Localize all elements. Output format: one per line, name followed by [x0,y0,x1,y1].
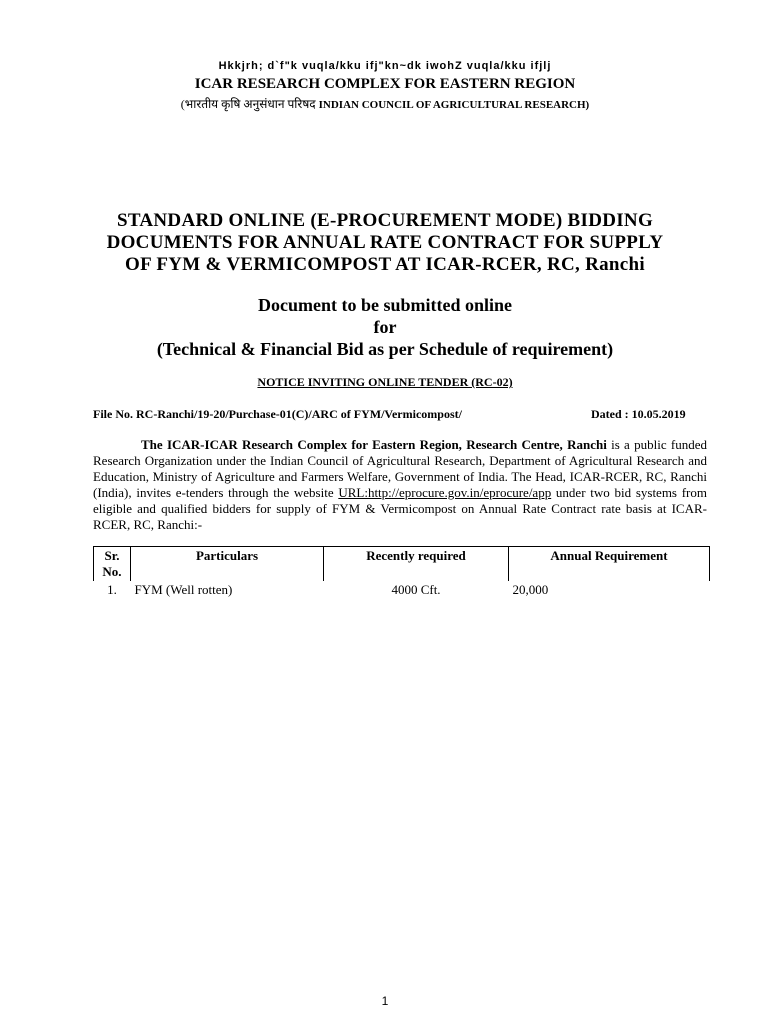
table-row [94,581,710,599]
requirement-table [93,546,710,599]
header-particulars: Particulars [131,547,324,582]
document-subtitle [0,294,770,360]
cell-particulars: FYM (Well rotten) [134,582,233,597]
organization-subtitle-hindi: (भारतीय कृषि अनुसंधान परिषद [180,97,316,111]
file-number: File No. RC-Ranchi/19-20/Purchase-01(C)/ARC of FYM/Vermicompost/ [93,407,462,421]
header-recently-required: Recently required [324,547,509,582]
organization-subtitle [0,95,770,112]
document-title-line-1: STANDARD ONLINE (E-PROCUREMENT MODE) BIDDING [116,210,654,231]
document-subtitle-line-2: for [373,317,397,337]
paragraph-bold-lead: The ICAR-ICAR Research Complex for Eastern Region, Research Centre, Ranchi [141,437,607,452]
paragraph-text-1: is a public funded Research Organization under the Indian Council of Agricultural Research, Department of Agricultural Research and Education, Ministry of Agriculture and Farmers Welfare, Government of India. The Head, ICAR-RCER, RC, Ranchi (India), invites e-tenders through the website [93,437,707,500]
document-title-line-2: DOCUMENTS FOR ANNUAL RATE CONTRACT FOR SUPPLY [106,232,664,253]
hindi-header-line: Hkkjrh; d`f"k vuqla/kku ifj"kn~dk iwohZ vuqla/kku ifjlj [218,60,552,72]
intro-paragraph [93,437,707,533]
document-subtitle-line-1: Document to be submitted online [257,295,512,315]
cell-annual-requirement: 20,000 [512,582,549,597]
document-title [0,210,770,276]
notice-heading: NOTICE INVITING ONLINE TENDER (RC-02) [257,375,513,389]
eprocure-link[interactable]: URL:http://eprocure.gov.in/eprocure/app [338,485,552,500]
header-sr-no: Sr. No. [94,547,131,582]
document-subtitle-line-3: (Technical & Financial Bid as per Schedule of requirement) [156,339,614,359]
document-title-line-3: OF FYM & VERMICOMPOST AT ICAR-RCER, RC, Ranchi [125,254,645,275]
cell-sr-no: 1. [107,582,117,597]
header-annual-requirement: Annual Requirement [509,547,710,582]
organization-subtitle-english: INDIAN COUNCIL OF AGRICULTURAL RESEARCH) [318,99,590,111]
paragraph-text-2: under two bid systems from eligible and qualified bidders for supply of FYM & Vermicompost on Annual Rate Contract rate basis at ICAR-RCER, RC, Ranchi:- [93,485,707,532]
page-number: 1 [381,994,389,1008]
cell-recently-required: 4000 Cft. [391,582,441,597]
dated: Dated : 10.05.2019 [591,407,686,421]
organization-name: ICAR RESEARCH COMPLEX FOR EASTERN REGION [194,76,576,92]
table-header-row [94,547,710,582]
